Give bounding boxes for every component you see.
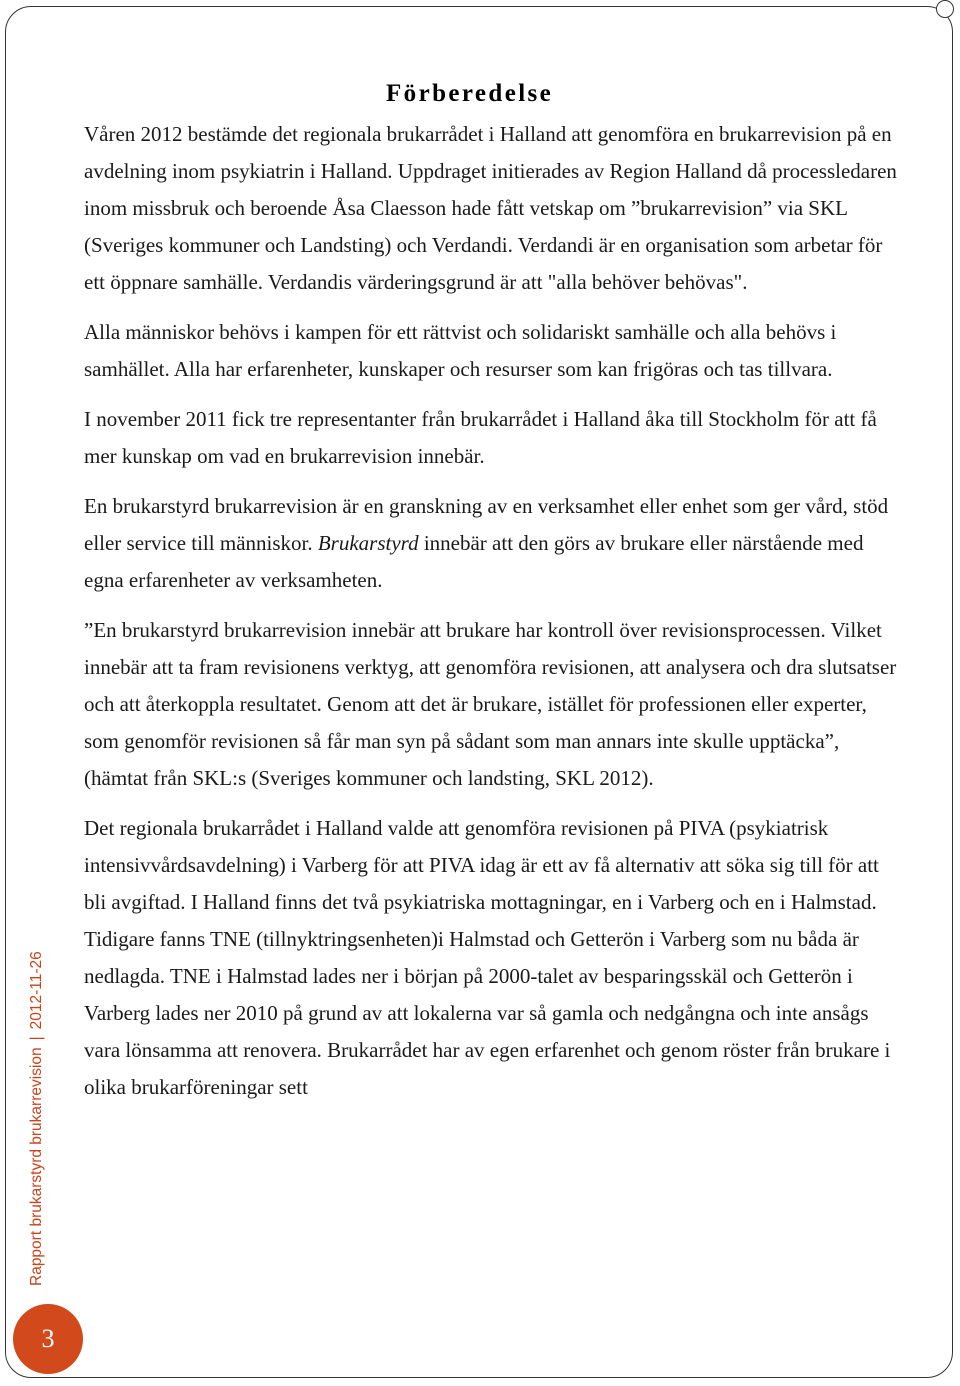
section-heading: Förberedelse <box>386 80 554 107</box>
paragraph-text: Alla människor behövs i kampen för ett rättvist och solidariskt samhälle och alla behövs i samhället. Alla har erfarenheter, kunskaper och resurser som kan frigöras och tas tillvara. <box>84 320 837 381</box>
sidebar-report-label <box>28 951 46 1286</box>
paragraph <box>84 810 904 1106</box>
paragraph <box>84 612 904 797</box>
corner-circle-decoration <box>936 0 954 18</box>
paragraph-text: Våren 2012 bestämde det regionala brukarrådet i Halland att genomföra en brukarrevision på en avdelning inom psykiatrin i Halland. Uppdraget initierades av Region Halland då processledaren inom missbruk och beroende Åsa Claesson hade fått vetskap om ”brukarrevision” via SKL (Sveriges kommuner och Landsting) och Verdandi. Verdandi är en organisation som arbetar för ett öppnare samhälle. Verdandis värderingsgrund är att "alla behöver behövas". <box>84 122 897 294</box>
paragraph <box>84 401 904 475</box>
paragraph <box>84 488 904 599</box>
paragraph <box>84 314 904 388</box>
body-text <box>84 116 904 1119</box>
paragraph-text: En brukarstyrd brukarrevision är en granskning av en verksamhet eller enhet som ger vård, stöd eller service till människor. <box>84 494 889 555</box>
paragraph-text: ”En brukarstyrd brukarrevision innebär att brukare har kontroll över revisionsprocessen. Vilket innebär att ta fram revisionens verktyg, att genomföra revisionen, att analysera och dra slutsatser och att återkoppla resultatet. Genom att det är brukare, istället för professionen eller experter, som genomför revisionen så får man syn på sådant som man annars inte skulle upptäcka”, (hämtat från SKL:s (Sveriges kommuner och landsting, SKL 2012). <box>84 618 897 790</box>
report-title: Rapport brukarstyrd brukarrevision <box>28 1047 45 1286</box>
separator: | <box>28 1036 45 1041</box>
paragraph <box>84 116 904 301</box>
emphasized-term: Brukarstyrd <box>317 531 419 555</box>
paragraph-text: I november 2011 fick tre representanter från brukarrådet i Halland åka till Stockholm för att få mer kunskap om vad en brukarrevision innebär. <box>84 407 877 468</box>
page-number: 3 <box>41 1324 55 1353</box>
page-number-badge <box>13 1304 83 1374</box>
paragraph-text: Det regionala brukarrådet i Halland valde att genomföra revisionen på PIVA (psykiatrisk intensivvårdsavdelning) i Varberg för att PIVA idag är ett av få alternativ att söka sig till för att bli avgiftad. I Halland finns det två psykiatriska mottagningar, en i Varberg och en i Halmstad. Tidigare fanns TNE (tillnyktringsenheten)i Halmstad och Getterön i Varberg som nu båda är nedlagda. TNE i Halmstad lades ner i början på 2000-talet av besparingsskäl och Getterön i Varberg lades ner 2010 på grund av att lokalerna var så gamla och nedgångna och inte ansågs vara lönsamma att renovera. Brukarrådet har av egen erfarenhet och genom röster från brukare i olika brukarföreningar sett <box>84 816 891 1099</box>
report-date: 2012-11-26 <box>28 951 45 1030</box>
paragraph-text: innebär att den görs av brukare eller närstående med egna erfarenheter av verksamheten. <box>84 531 864 592</box>
